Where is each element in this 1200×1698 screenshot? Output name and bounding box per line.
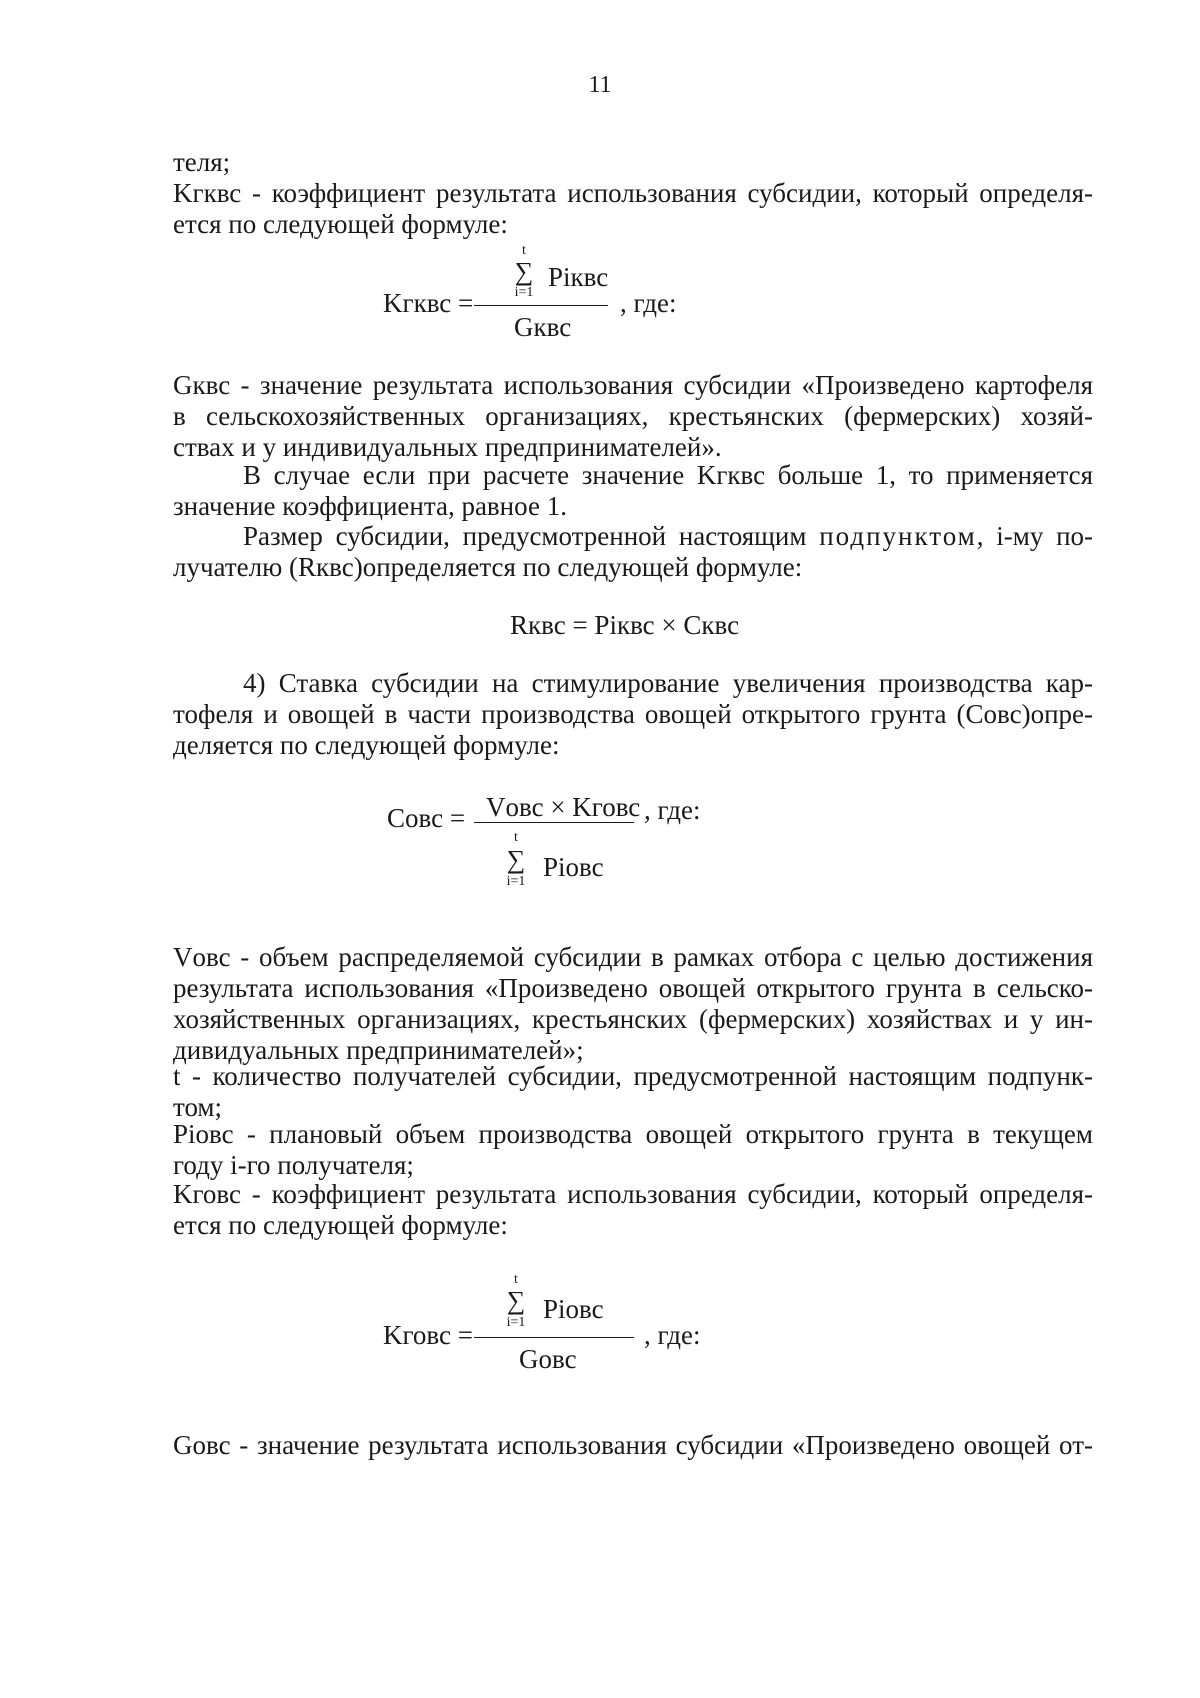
text-line: тофеля и овощей в части производства овощей открытого грунта (Cовс)опре- xyxy=(173,699,1093,729)
formula-lhs: Kговс = xyxy=(383,1320,473,1350)
formula-tail: , где: xyxy=(644,795,701,825)
text-line: Kговс - коэффициент результата использования субсидии, который определя- xyxy=(173,1179,1093,1209)
paragraph-vovs-definition xyxy=(173,942,1093,1066)
paragraph-kgkvs-definition xyxy=(173,147,1093,240)
formula-lhs: Cовс = xyxy=(387,803,466,833)
text-fragment: , i-му по- xyxy=(976,521,1094,551)
formula-rkvs: Rквс = Piквс × Cквс xyxy=(510,610,740,640)
text-line: Kгквс - коэффициент результата использования субсидии, который определя- xyxy=(173,178,1093,208)
text-line: теля; xyxy=(173,147,231,177)
formula-denominator: Gовс xyxy=(519,1344,577,1374)
text-line: ствах и у индивидуальных предпринимателей». xyxy=(173,432,722,462)
paragraph-subsidy-size xyxy=(173,521,1093,583)
formula-denominator: Piовс xyxy=(543,852,604,882)
fraction-bar xyxy=(474,305,608,306)
text-fragment: Размер субсидии, предусмотренной настоящим xyxy=(243,521,807,551)
sum-lower-limit: i=1 xyxy=(506,1315,526,1330)
sum-sign: ∑ xyxy=(506,1286,526,1315)
fraction-bar xyxy=(474,1337,634,1338)
text-line: Vовс - объем распределяемой субсидии в рамках отбора с целью достижения xyxy=(173,942,1093,972)
text-line: в сельскохозяйственных организациях, крестьянских (фермерских) хозяй- xyxy=(173,401,1093,431)
sum-lower-limit: i=1 xyxy=(506,874,526,889)
fraction-bar xyxy=(474,822,634,823)
page-number: 11 xyxy=(588,72,612,98)
text-line: Piовс - плановый объем производства овощей открытого грунта в текущем xyxy=(173,1119,1093,1149)
formula-numerator: Piквс xyxy=(548,262,609,292)
text-line: году i-го получателя; xyxy=(173,1150,414,1180)
text-line xyxy=(173,521,1093,552)
formula-tail: , где: xyxy=(644,1320,701,1350)
text-line: том; xyxy=(173,1092,223,1122)
formula-lhs: Kгквс = xyxy=(383,288,474,318)
paragraph-piovs-definition xyxy=(173,1119,1093,1181)
sum-lower-limit: i=1 xyxy=(514,285,534,300)
text-line: Gовс - значение результата использования субсидии «Произведено овощей от- xyxy=(173,1430,1093,1460)
formula-numerator: Vовс × Kговс xyxy=(486,792,641,822)
formula-tail: , где: xyxy=(620,288,677,318)
text-line: ется по следующей формуле: xyxy=(173,1210,508,1240)
text-line: Gквс - значение результата использования субсидии «Произведено картофеля xyxy=(173,370,1093,400)
sum-sign: ∑ xyxy=(506,845,526,874)
spaced-word: подпунктом xyxy=(819,521,977,551)
text-line: результата использования «Произведено овощей открытого грунта в сельско- xyxy=(173,973,1093,1003)
paragraph-coefficient-limit xyxy=(173,460,1093,522)
sum-upper-limit: t xyxy=(522,243,526,258)
paragraph-t-definition xyxy=(173,1061,1093,1123)
text-line: В случае если при расчете значение Kгквс больше 1, то применяется xyxy=(243,460,1093,490)
text-line: дивидуальных предпринимателей»; xyxy=(173,1035,584,1065)
sum-sign: ∑ xyxy=(514,257,534,286)
text-line: хозяйственных организациях, крестьянских (фермерских) хозяйствах и у ин- xyxy=(173,1004,1093,1034)
sum-upper-limit: t xyxy=(514,830,518,845)
text-line: значение коэффициента, равное 1. xyxy=(173,491,567,521)
text-line: деляется по следующей формуле: xyxy=(173,730,560,760)
paragraph-govs-definition xyxy=(173,1430,1093,1461)
paragraph-kgovs-definition xyxy=(173,1179,1093,1241)
text-line: лучателю (Rквс)определяется по следующей формуле: xyxy=(173,552,803,582)
text-line: ется по следующей формуле: xyxy=(173,209,508,239)
text-line: 4) Ставка субсидии на стимулирование увеличения производства кар- xyxy=(243,668,1093,698)
text-line: t - количество получателей субсидии, предусмотренной настоящим подпунк- xyxy=(173,1061,1093,1091)
paragraph-gkvs-definition xyxy=(173,370,1093,463)
paragraph-item-4 xyxy=(173,668,1093,761)
sum-upper-limit: t xyxy=(514,1272,518,1287)
formula-numerator: Piовс xyxy=(543,1294,604,1324)
formula-denominator: Gквс xyxy=(514,312,572,342)
